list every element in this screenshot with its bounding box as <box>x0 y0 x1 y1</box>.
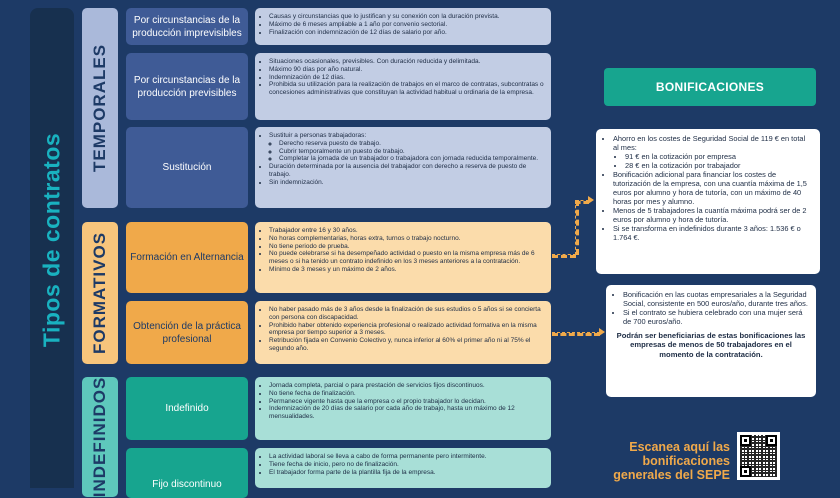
desc-practica-profesional: • No haber pasado más de 3 años desde la finalización de sus estudios o 5 años si se concierta con persona con discapacidad. • Prohibido haber obtenido experiencia profesional o realizado actividad formativa en la misma empresa por tiempo superior a 3 meses. • Retribución fijada en Convenio Colectivo y, nunca inferior al 60% el primer año ni al 75% el segundo año. <box>255 301 551 364</box>
bonificaciones-note: Podrán ser beneficiarias de estas bonificaciones las empresas de menos de 50 trabajadores en el momento de la contratación. <box>616 331 806 359</box>
scan-text: Escanea aquí las bonificaciones generales del SEPE <box>613 440 730 482</box>
category-indefinidos: INDEFINIDOS <box>82 377 118 497</box>
arrow-icon <box>588 196 594 204</box>
contract-fijo-discontinuo: Fijo discontinuo <box>126 448 248 498</box>
connector-to-bonus1 <box>575 200 589 204</box>
contract-sustitucion: Sustitución <box>126 127 248 208</box>
connector-alternancia <box>552 254 576 258</box>
contract-produccion-imprevisibles: Por circunstancias de la producción imprevisibles <box>126 8 248 45</box>
title-strip <box>30 8 74 488</box>
desc-produccion-imprevisibles: • Causas y circunstancias que lo justifican y su conexión con la duración prevista. • Máximo de 6 meses ampliable a 1 año por convenio sectorial. • Finalización con indemnización de 12 días de salario por año. <box>255 8 551 45</box>
contract-formacion-alternancia: Formación en Alternancia <box>126 222 248 293</box>
qr-code-icon[interactable] <box>737 432 780 480</box>
bonificaciones-practica: • Bonificación en las cuotas empresariales a la Seguridad Social, consistente en 500 euros/año, durante tres años. • Si el contrato se hubiera celebrado con una mujer será de 700 euros/año. Podrán ser beneficiarias de estas bonificaciones las empresas de menos de 50 trabajadores en el momento de la contratación. <box>606 285 816 397</box>
bonificaciones-title: BONIFICACIONES <box>604 68 816 106</box>
connector-vertical <box>575 200 579 255</box>
main-title: Tipos de contratos <box>38 132 65 348</box>
connector-practica <box>552 332 600 336</box>
contract-produccion-previsibles: Por circunstancias de la producción previsibles <box>126 53 248 120</box>
desc-sustitucion: • Sustituir a personas trabajadoras: ◦ Derecho reserva puesto de trabajo. ◦ Cubrir temporalmente un puesto de trabajo. ◦ Completar la jornada de un trabajador o trabajadora con jornada reducida temporalmente. • Duración determinada por la ausencia del trabajador con derecho a reserva de puesto de trabajo. • Sin indemnización. <box>255 127 551 208</box>
desc-fijo-discontinuo: • La actividad laboral se lleva a cabo de forma permanente pero intermitente. • Tiene fecha de inicio, pero no de finalización. • El trabajador forma parte de la plantilla fija de la empresa. <box>255 448 551 488</box>
contract-indefinido: Indefinido <box>126 377 248 440</box>
category-temporales: TEMPORALES <box>82 8 118 208</box>
arrow-icon <box>599 328 605 336</box>
desc-formacion-alternancia: • Trabajador entre 16 y 30 años. • No horas complementarias, horas extra, turnos o trabajo nocturno. • No tiene periodo de prueba. • No puede celebrarse si ha desempeñado actividad o puesto en la misma empresa más de 6 meses o si ha tenido un contrato indefinido en los 3 meses anteriores a la contratación. • Mínimo de 3 meses y un máximo de 2 años. <box>255 222 551 293</box>
desc-indefinido: • Jornada completa, parcial o para prestación de servicios fijos discontinuos. • No tiene fecha de finalización. • Permanece vigente hasta que la empresa o el propio trabajador lo decidan. • Indemnización de 20 días de salario por cada año de trabajo, hasta un máximo de 12 mensualidades. <box>255 377 551 440</box>
contract-practica-profesional: Obtención de la práctica profesional <box>126 301 248 364</box>
desc-produccion-previsibles: • Situaciones ocasionales, previsibles. Con duración reducida y delimitada. • Máximo 90 días por año natural. • Indemnización de 12 días. • Prohibida su utilización para la realización de trabajos en el marco de contratas, subcontratas o concesiones administrativas que constituyan la actividad habitual u ordinaria de la empresa. <box>255 53 551 120</box>
category-formativos: FORMATIVOS <box>82 222 118 364</box>
bonificaciones-alternancia: • Ahorro en los costes de Seguridad Social de 119 € en total al mes: • 91 € en la cotización por empresa • 28 € en la cotización por trabajador • Bonificación adicional para financiar los costes de tutorización de la empresa, con una cuantía máxima de 1,5 euros por alumno y hora de tutoría, con un máximo de 40 horas por mes y alumno. • Menos de 5 trabajadores la cuantía máxima podrá ser de 2 euros por alumno y hora de tutoría. • Si se transforma en indefinidos durante 3 años: 1.536 € o 1.764 €. <box>596 129 820 274</box>
